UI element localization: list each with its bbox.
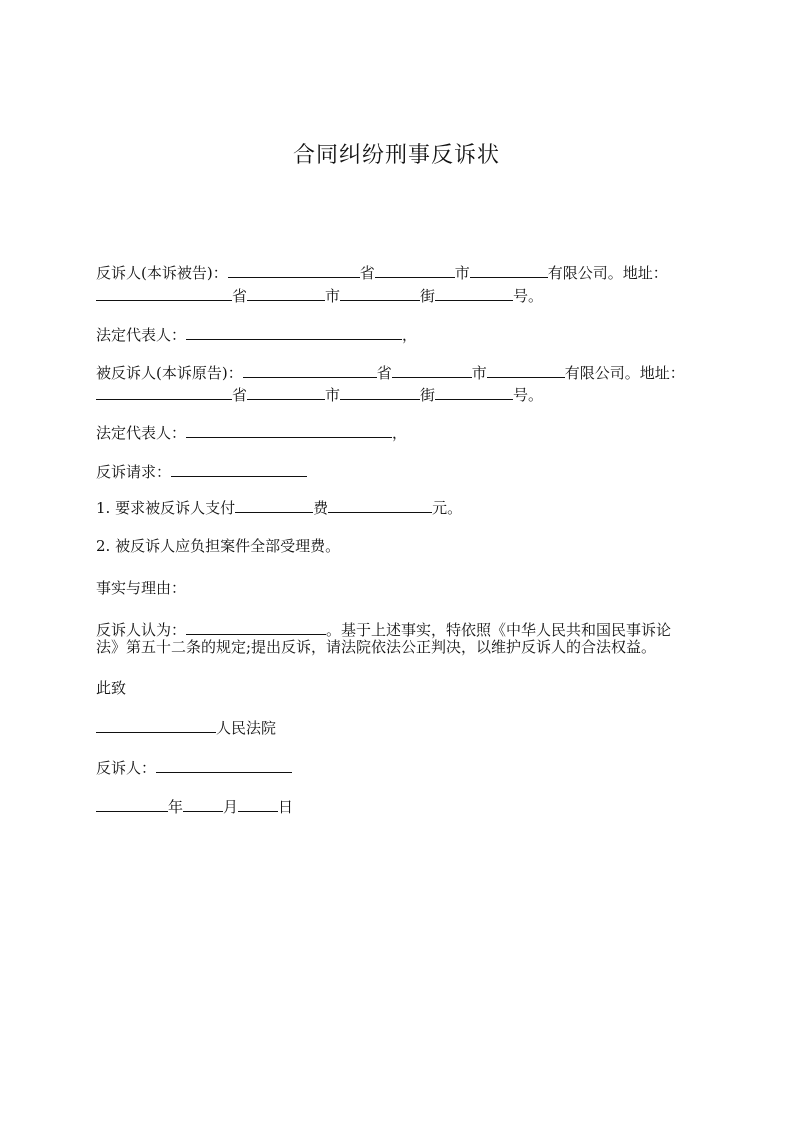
- legal-rep-1-tail: ，: [402, 326, 418, 344]
- legal-rep-2-tail: ，: [392, 424, 408, 442]
- signer-blank[interactable]: [156, 757, 292, 773]
- month-blank[interactable]: [183, 796, 223, 812]
- province-label: 省: [359, 264, 375, 282]
- legal-rep-1-blank[interactable]: [186, 324, 402, 340]
- claims-line: [96, 461, 307, 482]
- year-blank[interactable]: [96, 796, 168, 812]
- facts-line-1: [96, 619, 671, 640]
- document-title: 合同纠纷刑事反诉状: [292, 143, 500, 168]
- city-label: 市: [454, 264, 470, 282]
- facts-label: 事实与理由：: [96, 579, 187, 597]
- addr-province-blank[interactable]: [247, 285, 325, 301]
- facts-line-2: 法》第五十二条的规定;提出反诉，请法院依法公正判决，以维护反诉人的合法权益。: [96, 638, 657, 656]
- legal-rep-2-line: [96, 422, 407, 443]
- legal-rep-1-line: [96, 324, 417, 345]
- address-blank[interactable]: [96, 285, 232, 301]
- claims-blank[interactable]: [171, 461, 307, 477]
- salutation: 此致: [96, 679, 127, 697]
- addr-street-label: 街: [420, 287, 436, 305]
- month-label: 月: [223, 798, 239, 816]
- facts-tail: 。基于上述事实，特依照《中华人民共和国民事诉论: [326, 621, 672, 639]
- name-blank[interactable]: [228, 262, 360, 278]
- province-blank[interactable]: [375, 262, 455, 278]
- addr-city-label: 市: [325, 287, 341, 305]
- signer-line: [96, 757, 292, 778]
- legal-rep-2-blank[interactable]: [186, 422, 392, 438]
- addr-city-blank[interactable]: [340, 384, 420, 400]
- defendant-name-blank[interactable]: [243, 362, 377, 378]
- day-blank[interactable]: [238, 796, 278, 812]
- claim-1-amount-blank[interactable]: [328, 497, 432, 513]
- claim-1-fee-type-blank[interactable]: [235, 497, 313, 513]
- court-suffix: 人民法院: [216, 719, 277, 737]
- court-name-blank[interactable]: [96, 717, 216, 733]
- day-label: 日: [278, 798, 294, 816]
- addr-province-label: 省: [232, 386, 248, 404]
- counter-defendant-line-1: [96, 362, 685, 383]
- date-line: [96, 796, 293, 817]
- signer-label: 反诉人：: [96, 759, 157, 777]
- counter-defendant-line-2: [96, 384, 543, 405]
- claim-1-prefix: 1. 要求被反诉人支付: [96, 499, 236, 517]
- city-blank[interactable]: [487, 362, 565, 378]
- province-label: 省: [376, 364, 392, 382]
- city-blank[interactable]: [470, 262, 548, 278]
- claim-item-1: [96, 497, 462, 518]
- legal-rep-2-label: 法定代表人：: [96, 424, 187, 442]
- addr-city-blank[interactable]: [340, 285, 420, 301]
- claims-label: 反诉请求：: [96, 463, 172, 481]
- company-label: 有限公司。地址：: [564, 364, 685, 382]
- claim-item-2: 2. 被反诉人应负担案件全部受理费。: [96, 537, 341, 555]
- counter-plaintiff-line-2: [96, 285, 543, 306]
- company-label: 有限公司。地址：: [547, 264, 668, 282]
- addr-street-label: 街: [420, 386, 436, 404]
- counter-plaintiff-label: 反诉人(本诉被告)：: [96, 264, 228, 282]
- city-label: 市: [471, 364, 487, 382]
- province-blank[interactable]: [392, 362, 472, 378]
- addr-city-label: 市: [325, 386, 341, 404]
- year-label: 年: [168, 798, 184, 816]
- facts-blank[interactable]: [186, 619, 326, 635]
- legal-rep-1-label: 法定代表人：: [96, 326, 187, 344]
- addr-street-blank[interactable]: [435, 285, 513, 301]
- claim-1-mid: 费: [313, 499, 329, 517]
- court-line: [96, 717, 276, 738]
- claim-1-tail: 元。: [432, 499, 463, 517]
- facts-prefix: 反诉人认为：: [96, 621, 187, 639]
- counter-plaintiff-line-1: [96, 262, 668, 283]
- addr-street-blank[interactable]: [435, 384, 513, 400]
- addr-number-label: 号。: [513, 386, 544, 404]
- addr-province-blank[interactable]: [247, 384, 325, 400]
- address-blank[interactable]: [96, 384, 232, 400]
- counter-defendant-label: 被反诉人(本诉原告)：: [96, 364, 243, 382]
- addr-province-label: 省: [232, 287, 248, 305]
- addr-number-label: 号。: [513, 287, 544, 305]
